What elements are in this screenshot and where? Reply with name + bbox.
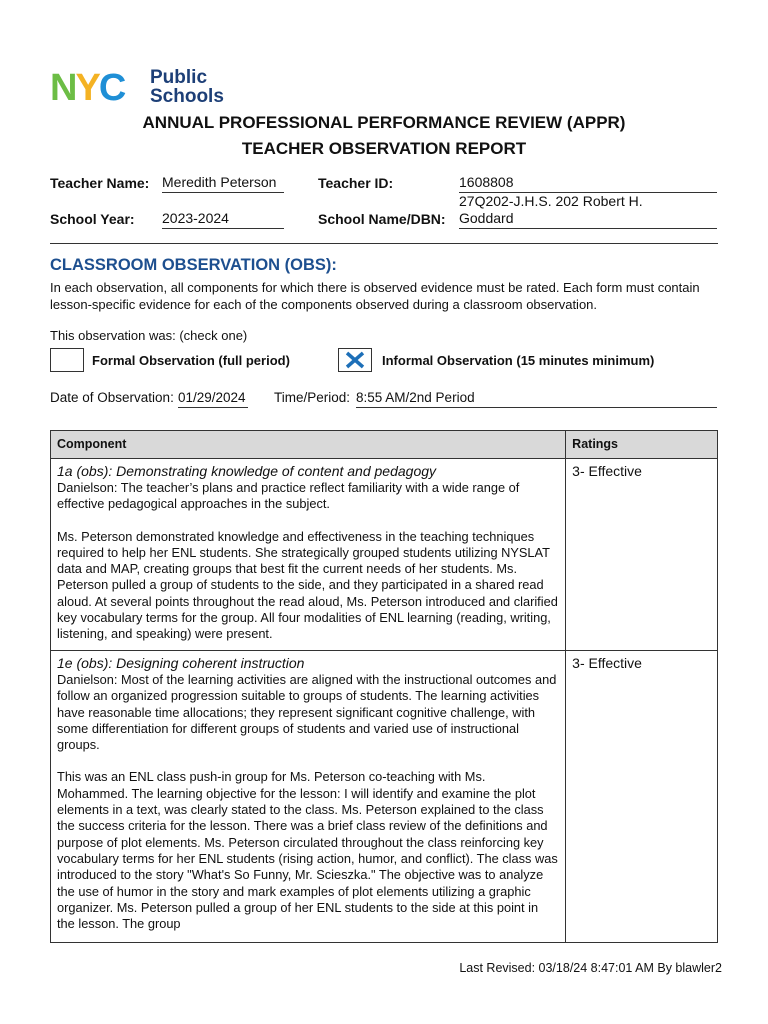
component-title: 1e (obs): Designing coherent instruction bbox=[57, 655, 305, 671]
school-name-label: School Name/DBN: bbox=[318, 211, 446, 227]
section-title: CLASSROOM OBSERVATION (OBS): bbox=[50, 256, 337, 274]
logo-text: Public Schools bbox=[150, 67, 224, 107]
evidence-text: Ms. Peterson demonstrated knowledge and effectiveness in the teaching techniques required to help her ENL students. She strategically grouped students utilizing NYSLAT data and MAP, creating groups that best fit the current needs of her students. Ms. Peterson pulled a group of students to the side, and they participated in a shared read aloud. At several points throughout the read aloud, Ms. Peterson introduced and clarified key vocabulary terms for the group. All four modalities of ENL learning (reading, writing, listening, and speaking) were present. bbox=[57, 528, 558, 642]
danielson-text: Danielson: Most of the learning activities are aligned with the instructional outcomes and follow an organized progression suitable to groups of students. The learning activities have reasonable time allocations; they represent significant cognitive challenge, with some differentiation for different groups of students and varied use of instructional groups. bbox=[57, 672, 557, 753]
logo-nyc-mark: NYC bbox=[50, 67, 125, 109]
date-label: Date of Observation: bbox=[50, 390, 174, 405]
time-value: 8:55 AM/2nd Period bbox=[356, 389, 717, 408]
divider bbox=[50, 243, 718, 244]
page-subtitle: TEACHER OBSERVATION REPORT bbox=[241, 139, 527, 158]
teacher-name-label: Teacher Name: bbox=[50, 175, 150, 191]
teacher-id-label: Teacher ID: bbox=[318, 175, 394, 191]
time-label: Time/Period: bbox=[274, 390, 351, 405]
check-x-icon bbox=[344, 351, 366, 369]
check-prompt: This observation was: (check one) bbox=[50, 328, 248, 343]
rating-cell bbox=[566, 651, 718, 943]
component-cell bbox=[51, 651, 566, 943]
observation-table bbox=[50, 430, 718, 943]
school-name-line1: 27Q202-J.H.S. 202 Robert H. bbox=[459, 193, 643, 209]
informal-observation-checkbox[interactable] bbox=[338, 348, 372, 372]
formal-observation-label: Formal Observation (full period) bbox=[92, 353, 290, 368]
ratings-header: Ratings bbox=[566, 431, 718, 459]
nyc-public-schools-logo bbox=[50, 68, 230, 108]
table-header-row bbox=[51, 431, 718, 459]
school-year-label: School Year: bbox=[50, 211, 135, 227]
last-revised-footer: Last Revised: 03/18/24 8:47:01 AM By blawler2 bbox=[459, 961, 722, 975]
rating-value: 3- Effective bbox=[572, 655, 642, 671]
teacher-id-value: 1608808 bbox=[459, 174, 717, 193]
table-row bbox=[51, 459, 718, 651]
section-intro: In each observation, all components for which there is observed evidence must be rated. Each form must contain lesson-specific evidence for each of the components observed during a classroom observation. bbox=[50, 280, 700, 312]
page-title: ANNUAL PROFESSIONAL PERFORMANCE REVIEW (APPR) bbox=[142, 113, 626, 132]
danielson-text: Danielson: The teacher’s plans and practice reflect familiarity with a wide range of effective pedagogical approaches in the subject. bbox=[57, 480, 520, 512]
rating-cell bbox=[566, 459, 718, 651]
school-name-line2: Goddard bbox=[459, 210, 717, 229]
component-header: Component bbox=[51, 431, 566, 459]
date-value: 01/29/2024 bbox=[178, 389, 248, 408]
formal-observation-checkbox[interactable] bbox=[50, 348, 84, 372]
school-year-value: 2023-2024 bbox=[162, 210, 284, 229]
teacher-name-value: Meredith Peterson bbox=[162, 174, 284, 193]
table-row bbox=[51, 651, 718, 943]
informal-observation-label: Informal Observation (15 minutes minimum) bbox=[382, 353, 655, 368]
component-title: 1a (obs): Demonstrating knowledge of content and pedagogy bbox=[57, 463, 437, 479]
evidence-text: This was an ENL class push-in group for Ms. Peterson co-teaching with Ms. Mohammed. The learning objective for the lesson: I will identify and examine the plot elements in a text, was clearly stated to the class. Ms. Peterson explained to the class the success criteria for the lesson. There was a brief class review of the definitions and purpose of plot elements. Ms. Peterson circulated throughout the class reinforcing key vocabulary terms for her ENL students (rising action, humor, and conflict). The class was introduced to the story "What's So Funny, Mr. Scieszka." The objective was to analyze the use of humor in the story and mark examples of plot elements utilizing a graphic organizer. Ms. Peterson pulled a group of her ENL students to the side at this point in the lesson. The group bbox=[57, 769, 558, 932]
rating-value: 3- Effective bbox=[572, 463, 642, 479]
component-cell bbox=[51, 459, 566, 651]
